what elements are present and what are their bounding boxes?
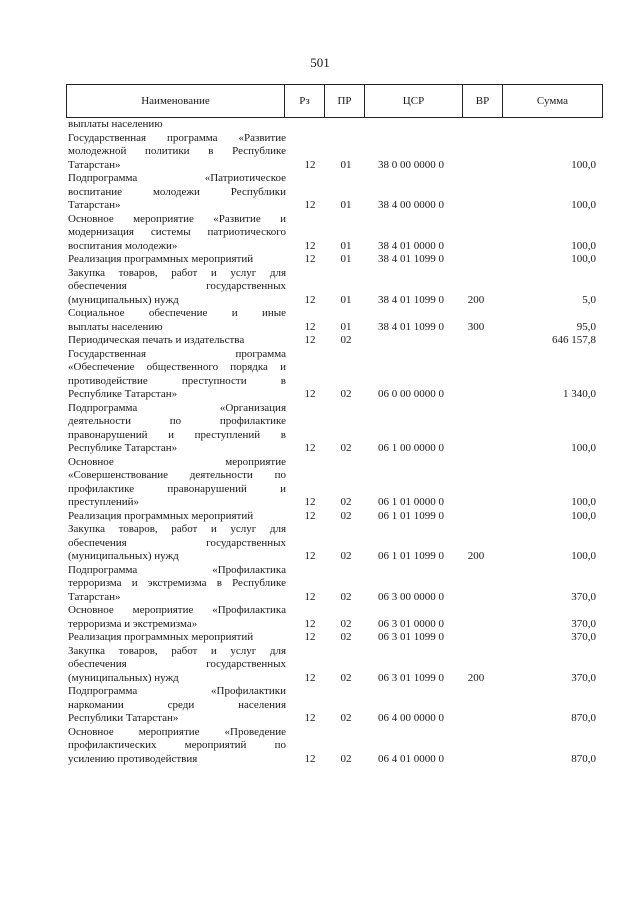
row-rz: 12: [304, 617, 316, 630]
row-sum: 100,0: [571, 239, 596, 252]
row-name-line: воспитание молодежи Республики: [68, 185, 286, 198]
row-name-line: Основное мероприятие «Развитие и: [68, 212, 286, 225]
table-header: [66, 84, 603, 118]
row-sum: 100,0: [571, 253, 596, 265]
table-row: [0, 307, 640, 334]
row-rz: 12: [304, 320, 316, 333]
row-rz: 12: [304, 199, 316, 211]
row-name: [68, 118, 286, 132]
row-name-line: воспитания молодежи»: [68, 239, 178, 252]
row-pr: 02: [340, 388, 352, 400]
row-csr: 38 0 00 0000 0: [378, 158, 444, 171]
header-pr: ПР: [324, 85, 364, 117]
row-sum: 370,0: [571, 671, 596, 684]
row-csr: 38 4 01 1099 0: [378, 293, 444, 306]
row-csr: 06 3 01 1099 0: [378, 671, 444, 684]
row-name: [68, 523, 286, 564]
table-row: [0, 510, 640, 524]
row-name-line: Республики Татарстан»: [68, 712, 179, 724]
row-pr: 01: [340, 239, 352, 252]
row-name-line: Реализация программных мероприятий: [68, 631, 254, 643]
row-pr: 02: [340, 550, 352, 562]
row-name-line: Основное мероприятие «Профилактика: [68, 604, 286, 616]
table-row: [0, 132, 640, 173]
row-name-line: противодействие преступности в: [68, 374, 286, 387]
row-sum: 5,0: [582, 293, 596, 306]
table-row: [0, 118, 640, 132]
row-vr: 200: [467, 550, 485, 562]
header-sum: Сумма: [502, 85, 602, 117]
row-name: [68, 564, 286, 605]
table-row: [0, 523, 640, 564]
row-name-line: Татарстан»: [68, 158, 121, 171]
row-name: [68, 334, 286, 348]
row-name: [68, 456, 286, 510]
row-name-line: Подпрограмма «Профилактики: [68, 685, 286, 697]
table-row: [0, 334, 640, 348]
row-sum: 100,0: [571, 199, 596, 211]
table-row: [0, 726, 640, 767]
row-name-line: Закупка товаров, работ и услуг для: [68, 266, 286, 279]
row-name-line: (муниципальных) нужд: [68, 293, 179, 306]
row-vr: 200: [467, 671, 485, 684]
table-body: [0, 118, 640, 766]
row-pr: 02: [340, 617, 352, 630]
row-name-line: «Обеспечение общественного порядка и: [68, 361, 286, 373]
header-name: Наименование: [141, 95, 210, 107]
row-csr: 06 1 00 0000 0: [378, 442, 444, 454]
row-name-line: «Совершенствование деятельности по: [68, 469, 286, 481]
row-sum: 370,0: [571, 617, 596, 630]
row-csr: 06 1 01 0000 0: [378, 496, 444, 508]
table-row: [0, 402, 640, 456]
row-sum: 100,0: [571, 158, 596, 171]
row-pr: 01: [340, 293, 352, 306]
table-row: [0, 253, 640, 267]
table-row: [0, 456, 640, 510]
row-csr: 06 3 01 0000 0: [378, 617, 444, 630]
row-sum: 870,0: [571, 712, 596, 724]
row-rz: 12: [304, 712, 316, 724]
row-rz: 12: [304, 631, 316, 643]
row-name-line: Закупка товаров, работ и услуг для: [68, 644, 286, 657]
row-name-line: профилактике правонарушений и: [68, 482, 286, 495]
row-rz: 12: [304, 752, 316, 765]
row-name-line: выплаты населению: [68, 320, 163, 333]
row-rz: 12: [304, 590, 316, 603]
row-name: [68, 253, 286, 267]
header-vr: ВР: [462, 85, 502, 117]
row-csr: 38 4 01 1099 0: [378, 320, 444, 333]
row-name-line: Реализация программных мероприятий: [68, 253, 254, 265]
row-sum: 370,0: [571, 631, 596, 643]
row-name: [68, 645, 286, 686]
row-name-line: усилению противодействия: [68, 752, 198, 765]
row-name-line: Подпрограмма «Организация: [68, 401, 286, 414]
row-name-line: Государственная программа: [68, 347, 286, 360]
row-sum: 1 340,0: [563, 388, 596, 400]
row-csr: 06 4 01 0000 0: [378, 752, 444, 765]
row-rz: 12: [304, 158, 316, 171]
row-pr: 02: [340, 590, 352, 603]
row-name-line: деятельности по профилактике: [68, 415, 286, 427]
row-rz: 12: [304, 442, 316, 454]
page-number: 501: [310, 55, 330, 70]
table-row: [0, 267, 640, 308]
table-row: [0, 645, 640, 686]
row-rz: 12: [304, 334, 316, 346]
row-pr: 01: [340, 158, 352, 171]
row-name-line: наркомании среди населения: [68, 698, 286, 711]
row-pr: 02: [340, 496, 352, 508]
row-name-line: Республике Татарстан»: [68, 442, 178, 454]
row-csr: 06 0 00 0000 0: [378, 388, 444, 400]
row-name-line: обеспечения государственных: [68, 280, 286, 292]
row-rz: 12: [304, 671, 316, 684]
row-rz: 12: [304, 550, 316, 562]
row-name-line: Основное мероприятие «Проведение: [68, 725, 286, 738]
row-sum: 100,0: [571, 509, 596, 522]
row-name: [68, 631, 286, 645]
row-rz: 12: [304, 239, 316, 252]
row-csr: 38 4 00 0000 0: [378, 199, 444, 211]
row-name-line: Закупка товаров, работ и услуг для: [68, 523, 286, 535]
row-sum: 870,0: [571, 752, 596, 765]
row-name-line: Татарстан»: [68, 590, 121, 603]
row-name: [68, 726, 286, 767]
header-rz: Рз: [284, 85, 324, 117]
row-pr: 02: [340, 334, 352, 346]
row-name: [68, 267, 286, 308]
table-row: [0, 685, 640, 726]
row-pr: 02: [340, 712, 352, 724]
row-csr: 06 3 00 0000 0: [378, 590, 444, 603]
row-name: [68, 213, 286, 254]
row-sum: 370,0: [571, 590, 596, 603]
row-name: [68, 604, 286, 631]
row-name-line: (муниципальных) нужд: [68, 671, 179, 684]
row-name: [68, 348, 286, 402]
row-rz: 12: [304, 253, 316, 265]
table-row: [0, 348, 640, 402]
row-rz: 12: [304, 293, 316, 306]
row-pr: 02: [340, 631, 352, 643]
table-row: [0, 213, 640, 254]
row-name: [68, 402, 286, 456]
row-pr: 02: [340, 752, 352, 765]
row-name: [68, 510, 286, 524]
row-csr: 06 4 00 0000 0: [378, 712, 444, 724]
row-vr: 300: [467, 320, 485, 333]
row-csr: 38 4 01 1099 0: [378, 253, 444, 265]
row-rz: 12: [304, 509, 316, 522]
row-csr: 06 3 01 1099 0: [378, 631, 444, 643]
row-name-line: Социальное обеспечение и иные: [68, 307, 286, 319]
row-rz: 12: [304, 388, 316, 400]
row-name-line: модернизация системы патриотического: [68, 226, 286, 238]
row-sum: 646 157,8: [552, 334, 596, 346]
header-csr: ЦСР: [364, 85, 462, 117]
row-pr: 02: [340, 442, 352, 454]
row-name-line: терроризма и экстремизма в Республике: [68, 577, 286, 589]
row-pr: 02: [340, 671, 352, 684]
row-name: [68, 307, 286, 334]
row-name-line: Татарстан»: [68, 199, 121, 211]
row-rz: 12: [304, 496, 316, 508]
row-name-line: (муниципальных) нужд: [68, 550, 179, 562]
table-row: [0, 172, 640, 213]
row-name-line: терроризма и экстремизма»: [68, 617, 198, 630]
row-name-line: правонарушений и преступлений в: [68, 428, 286, 441]
row-name: [68, 685, 286, 726]
row-name-line: Государственная программа «Развитие: [68, 131, 286, 144]
row-name: [68, 172, 286, 213]
row-name-line: Реализация программных мероприятий: [68, 509, 254, 522]
row-name-line: профилактических мероприятий по: [68, 739, 286, 751]
row-vr: 200: [467, 293, 485, 306]
row-csr: 38 4 01 0000 0: [378, 239, 444, 252]
table-row: [0, 604, 640, 631]
row-name-line: Подпрограмма «Патриотическое: [68, 172, 286, 184]
row-name-line: Периодическая печать и издательства: [68, 334, 245, 346]
row-pr: 01: [340, 199, 352, 211]
table-row: [0, 631, 640, 645]
row-name: [68, 132, 286, 173]
row-csr: 06 1 01 1099 0: [378, 550, 444, 562]
row-name-line: Подпрограмма «Профилактика: [68, 563, 286, 576]
row-name-line: обеспечения государственных: [68, 658, 286, 670]
row-sum: 95,0: [576, 320, 596, 333]
row-sum: 100,0: [571, 442, 596, 454]
row-name-line: обеспечения государственных: [68, 536, 286, 549]
row-name-line: преступлений»: [68, 496, 140, 508]
row-name-line: выплаты населению: [68, 118, 163, 130]
row-csr: 06 1 01 1099 0: [378, 509, 444, 522]
row-sum: 100,0: [571, 496, 596, 508]
row-sum: 100,0: [571, 550, 596, 562]
row-pr: 01: [340, 320, 352, 333]
row-name-line: молодежной политики в Республике: [68, 145, 286, 157]
table-row: [0, 564, 640, 605]
row-name-line: Основное мероприятие: [68, 455, 286, 468]
row-name-line: Республике Татарстан»: [68, 388, 178, 400]
row-pr: 02: [340, 509, 352, 522]
row-pr: 01: [340, 253, 352, 265]
